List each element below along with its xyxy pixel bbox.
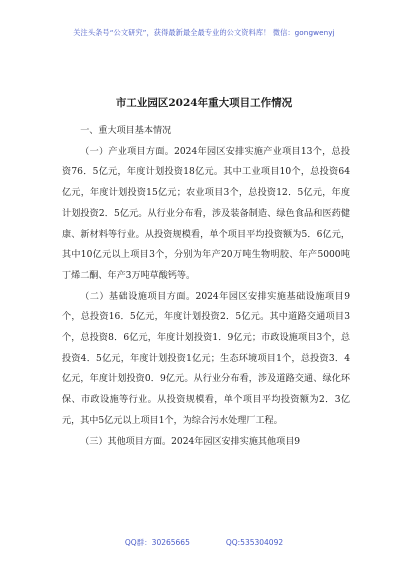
promo-banner: 关注头条号“公文研究”，获得最新最全最专业的公文资料库！ 微信：gongwenyj (73, 28, 335, 37)
footer-qq: QQ:535304092 (225, 538, 284, 547)
document-body (62, 121, 350, 452)
paragraph-other-projects: （三）其他项目方面。2024年园区安排实施其他项目9 (80, 436, 301, 447)
footer-qq-group: QQ群：30265665 (124, 538, 190, 547)
footer-contact (0, 537, 408, 548)
document-title: 市工业园区2024年重大项目工作情况 (115, 97, 293, 109)
section-heading: 一、重大项目基本情况 (80, 126, 172, 136)
paragraph-industrial-projects: （一）产业项目方面。2024年园区安排实施产业项目13个，总投资76．5亿元，年度计划投资18亿元。其中工业项目10个，总投资64亿元，年度计划投资15亿元；农业项目3个，总投资12．5亿元，年度计划投资2．5亿元。从行业分布看，涉及装备制造、绿色食品和医药健康、新材料等行业。从投资规模看，单个项目平均投资额为5．6亿元，其中10亿元以上项目3个，分别为年产20万吨生物明胶、年产5000吨丁烯二酮、年产3万吨草酸钙等。 (62, 146, 350, 281)
paragraph-infrastructure-projects: （二）基础设施项目方面。2024年园区安排实施基础设施项目9个，总投资16．5亿元，年度计划投资2．5亿元。其中道路交通项目3个，总投资8．6亿元，年度计划投资1．9亿元；市政设施项目3个，总投资4．5亿元，年度计划投资1亿元；生态环境项目1个，总投资3．4亿元，年度计划投资0．9亿元。从行业分布看，涉及道路交通、绿化环保、市政设施等行业。从投资规模看，单个项目平均投资额为2．3亿元，其中5亿元以上项目1个，为综合污水处理厂工程。 (62, 291, 350, 426)
